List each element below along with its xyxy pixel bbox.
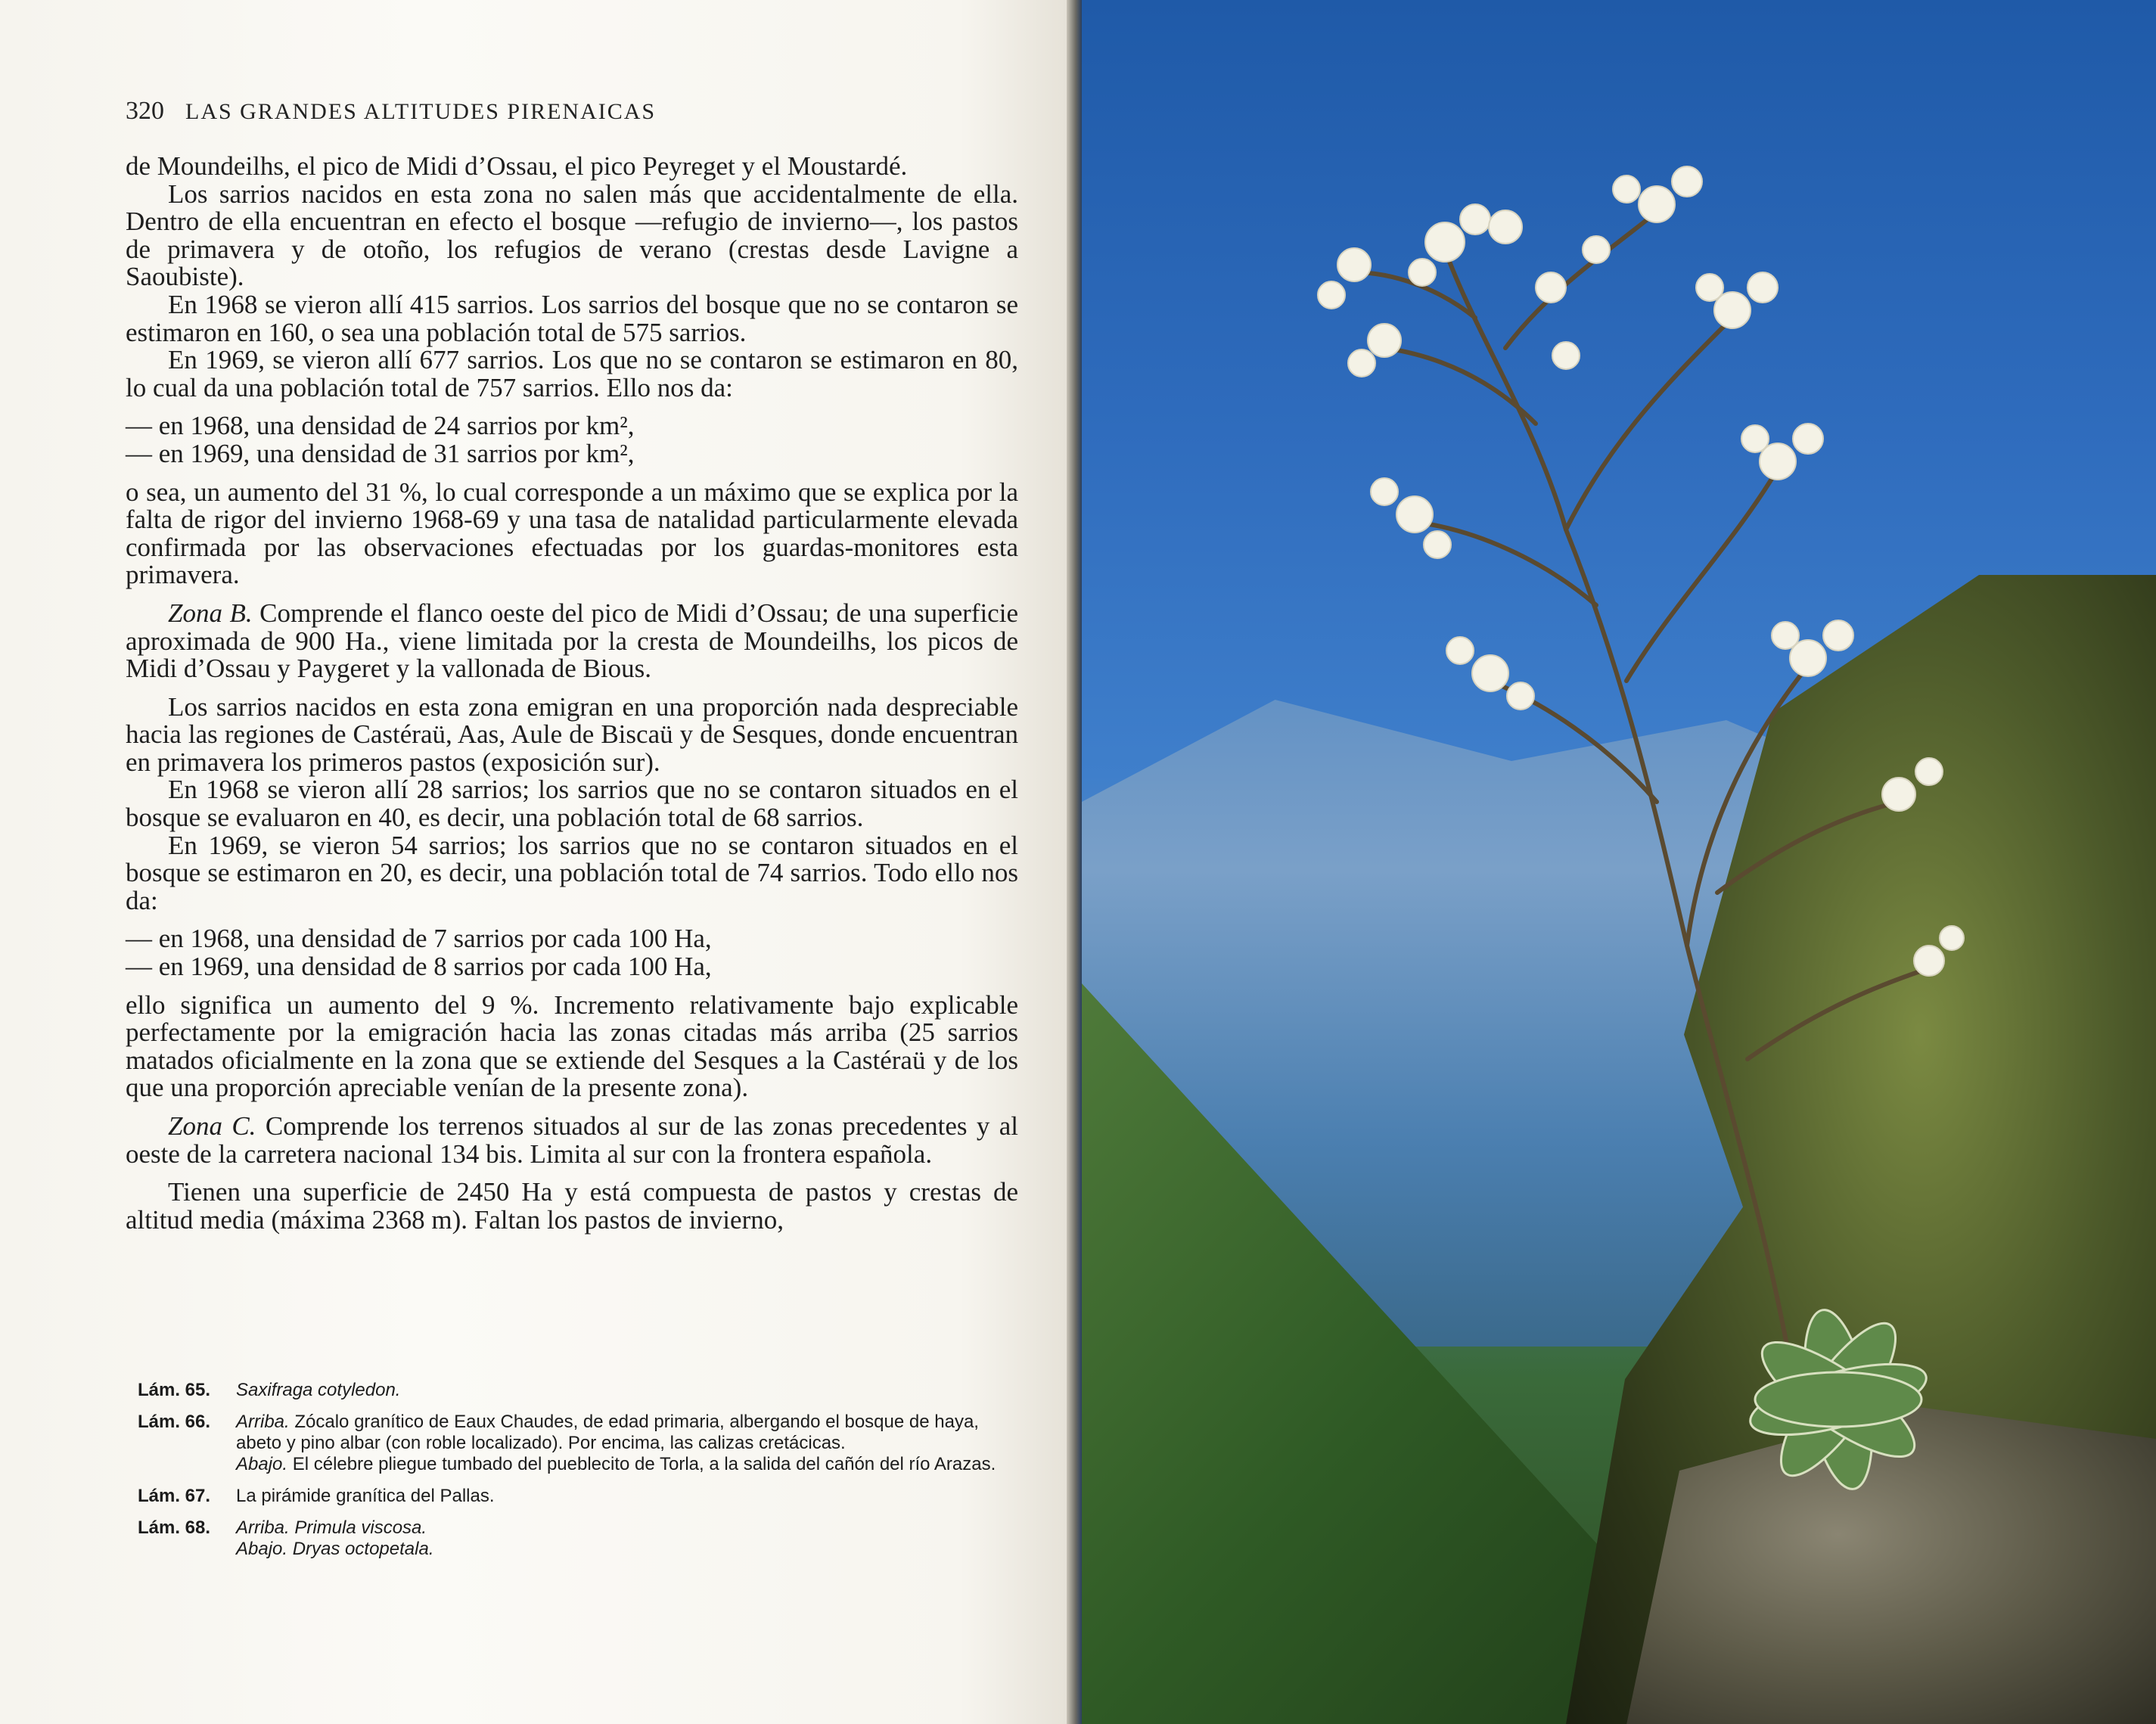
running-head-title: LAS GRANDES ALTITUDES PIRENAICAS: [185, 99, 657, 124]
caption-label: Lám. 68.: [138, 1517, 211, 1538]
paragraph-zone-c: [126, 1113, 1018, 1168]
zone-c-text: Comprende los terrenos situados al sur de las zonas precedentes y al oeste de la carretera nacional 134 bis. Limita al sur con la frontera española.: [126, 1111, 1019, 1169]
running-head: [126, 97, 656, 126]
caption-label: Lám. 65.: [138, 1380, 211, 1400]
paragraph: Tienen una superficie de 2450 Ha y está compuesta de pastos y crestas de altitud media (máxima 2368 m). Faltan los pastos de invierno,: [126, 1177, 1018, 1235]
caption-italic: Saxifraga cotyledon.: [236, 1380, 401, 1400]
list-item: — en 1968, una densidad de 7 sarrios por cada 100 Ha,: [126, 924, 712, 954]
left-page: [0, 0, 1067, 1724]
photo-page: [1082, 0, 2156, 1724]
list-item: — en 1969, una densidad de 31 sarrios por km²,: [126, 438, 635, 468]
list-item: — en 1968, una densidad de 24 sarrios por km²,: [126, 411, 635, 441]
caption-label: Lám. 67.: [138, 1486, 211, 1506]
caption-italic: Arriba. Primula viscosa.: [236, 1517, 427, 1538]
caption-body: Zócalo granítico de Eaux Chaudes, de edad primaria, albergando el bosque de haya, abeto y pino albar (con roble localizado). Por encima, las calizas cretácicas.: [236, 1412, 979, 1453]
paragraph: de Moundeilhs, el pico de Midi d’Ossau, el pico Peyreget y el Moustardé.: [126, 151, 908, 181]
paragraph: En 1968 se vieron allí 415 sarrios. Los sarrios del bosque que no se contaron se estimaron en 160, o sea una población total de 575 sarrios.: [126, 289, 1018, 347]
book-gutter: [1067, 0, 1082, 1724]
paragraph: En 1969, se vieron 54 sarrios; los sarrios que no se contaron situados en el bosque se estimaron en 20, es decir, una población total de 74 sarrios. Todo ello nos da:: [126, 830, 1018, 915]
caption-text: [236, 1517, 1023, 1560]
paragraph: Los sarrios nacidos en esta zona emigran en una proporción nada despreciable hacia las regiones de Castéraü, Aas, Aule de Biscaü y de Sesques, donde encuentran en primavera los primeros pastos (exposición sur).: [126, 691, 1018, 777]
zone-b-label: Zona B.: [168, 598, 253, 628]
paragraph: Los sarrios nacidos en esta zona no salen más que accidentalmente de ella. Dentro de ella encuentran en efecto el bosque —refugio de invierno—, los pastos de primavera y de otoño, los refugios de verano (crestas desde Lavigne a Saoubiste).: [126, 179, 1018, 292]
caption-text: [236, 1412, 1023, 1475]
list-item: — en 1969, una densidad de 8 sarrios por cada 100 Ha,: [126, 952, 712, 982]
paragraph: ello significa un aumento del 9 %. Incremento relativamente bajo explicable perfectamente por la emigración hacia las zonas citadas más arriba (25 sarrios matados oficialmente en la zona que se extiende del Sesques a la Castéraü y de los que una proporción apreciable venían de la presente zona).: [126, 989, 1018, 1103]
body-text: [126, 153, 1018, 1234]
caption-66: [138, 1412, 1023, 1475]
zone-b-text: Comprende el flanco oeste del pico de Midi d’Ossau; de una superficie aproximada de 900 Ha., viene limitada por la cresta de Moundeilhs, los picos de Midi d’Ossau y Paygeret y la vallonada de Bious.: [126, 598, 1018, 684]
paragraph: o sea, un aumento del 31 %, lo cual corresponde a un máximo que se explica por la falta de rigor del invierno 1968-69 y una tasa de natalidad particularmente elevada confirmada por las observaciones efectuadas por los guardas-monitores esta primavera.: [126, 477, 1018, 590]
paragraph: En 1969, se vieron allí 677 sarrios. Los que no se contaron se estimaron en 80, lo cual da una población total de 757 sarrios. Ello nos da:: [126, 345, 1018, 402]
caption-text: La pirámide granítica del Pallas.: [236, 1486, 495, 1506]
leaf-rosette: [1695, 1248, 1982, 1490]
zone-c-label: Zona C.: [168, 1111, 256, 1141]
caption-65: [138, 1380, 1023, 1401]
caption-label: Lám. 66.: [138, 1412, 211, 1432]
paragraph-zone-b: [126, 600, 1018, 683]
caption-body: El célebre pliegue tumbado del pueblecito de Torla, a la salida del cañón del río Arazas.: [292, 1454, 996, 1474]
caption-68: [138, 1517, 1023, 1560]
paragraph: En 1968 se vieron allí 28 sarrios; los sarrios que no se contaron situados en el bosque se evaluaron en 40, es decir, una población total de 68 sarrios.: [126, 775, 1018, 833]
caption-italic: Abajo. Dryas octopetala.: [236, 1539, 434, 1559]
saxifraga-plant-illustration: [1082, 0, 2156, 1724]
caption-italic: Abajo.: [236, 1454, 288, 1474]
caption-italic: Arriba.: [236, 1412, 290, 1432]
plate-captions: [138, 1380, 1023, 1570]
flower-clusters: [1318, 166, 1964, 976]
page-number: 320: [126, 97, 164, 125]
caption-text: [236, 1380, 1023, 1401]
caption-67: [138, 1486, 1023, 1507]
